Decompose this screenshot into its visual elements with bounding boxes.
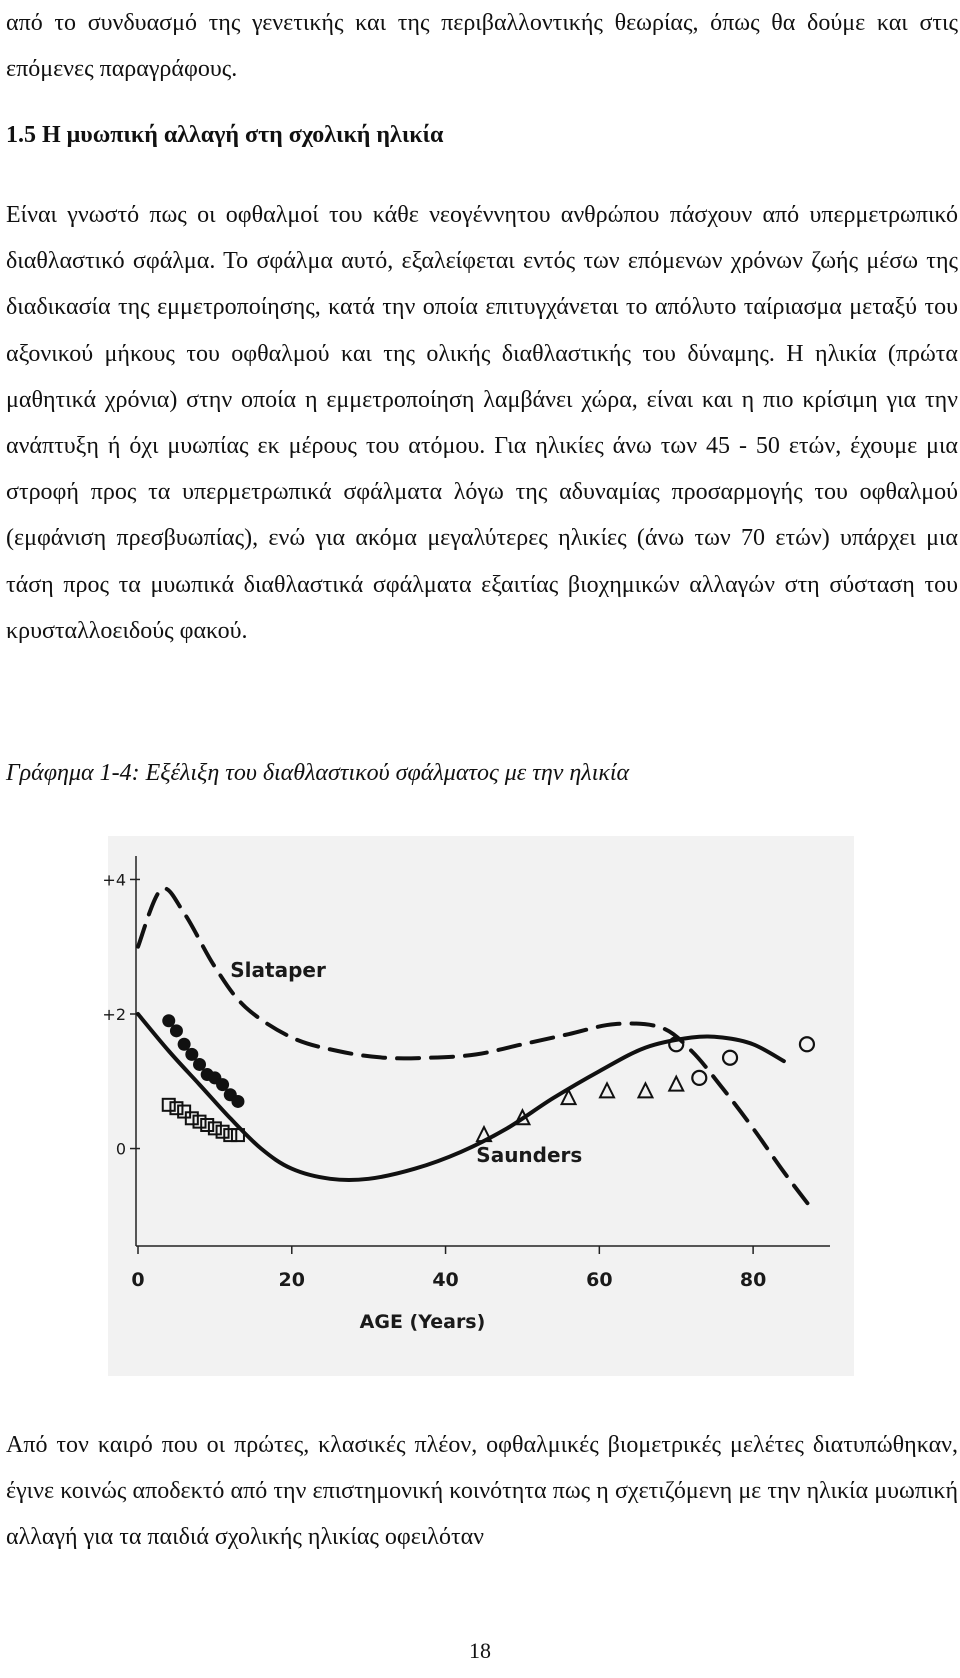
- y-tick-label: +2: [102, 1005, 126, 1024]
- x-tick-label: 0: [131, 1269, 145, 1291]
- data-point-square: [209, 1122, 221, 1134]
- series-slataper-label: Slataper: [230, 958, 326, 982]
- x-tick-label: 80: [739, 1269, 767, 1291]
- y-tick-label: +4: [102, 870, 126, 890]
- figure-caption: Γράφημα 1-4: Εξέλιξη του διαθλαστικού σφάλματος με την ηλικία: [6, 760, 630, 786]
- data-point-square: [194, 1116, 206, 1128]
- data-point-square: [163, 1099, 175, 1111]
- section-heading: 1.5 Η μυωπική αλλαγή στη σχολική ηλικία: [6, 122, 444, 148]
- data-point-square: [201, 1119, 213, 1131]
- data-point-circle: [692, 1071, 706, 1085]
- main-paragraph: Είναι γνωστό πως οι οφθαλμοί του κάθε νεογέννητου ανθρώπου πάσχουν από υπερμετρωπικό διαθλαστικό σφάλμα. Το σφάλμα αυτό, εξαλείφεται εντός των επόμενων χρόνων ζωής μέσω της διαδικασία της εμμετροποίησης, κατά την οποία επιτυγχάνεται το απόλυτο ταίριασμα μεταξύ του αξονικού μήκους του οφθαλμού και της ολικής διαθλαστικής του δύναμης. Η ηλικία (πρώτα μαθητικά χρόνια) στην οποία η εμμετροποίηση λαμβάνει χώρα, είναι και η πιο κρίσιμη για την ανάπτυξη ή όχι μυωπίας εκ μέρους του ατόμου. Για ηλικίες άνω των 45 - 50 ετών, έχουμε μια στροφή προς τα υπερμετρωπικά σφάλματα λόγω της αδυναμίας προσαρμογής του οφθαλμού (εμφάνιση πρεσβυωπίας), ενώ για ακόμα μεγαλύτερες ηλικίες (άνω των 70 ετών) υπάρχει μια τάση προς τα μυωπικά διαθλαστικά σφάλματα εξαιτίας βιοχημικών αλλαγών στη σύσταση του κρυσταλλοειδούς φακού.: [6, 202, 958, 644]
- chart-svg: [102, 836, 854, 1376]
- x-axis-label: AGE (Years): [359, 1311, 486, 1333]
- data-point-dot: [170, 1024, 183, 1037]
- x-tick-label: 20: [278, 1269, 306, 1291]
- following-paragraph: Από τον καιρό που οι πρώτες, κλασικές πλέον, οφθαλμικές βιομετρικές μελέτες διατυπώθηκαν, έγινε κοινώς αποδεκτό από την επιστημονική κοινότητα πως η σχετιζόμενη με την ηλικία μυωπική αλλαγή για τα παιδιά σχολικής ηλικίας οφειλόταν: [6, 1432, 958, 1550]
- data-point-circle: [800, 1037, 814, 1051]
- data-point-triangle: [638, 1083, 652, 1097]
- continuation-paragraph: από το συνδυασμό της γενετικής και της περιβαλλοντικής θεωρίας, όπως θα δούμε και στις επόμενες παραγράφους.: [6, 10, 958, 82]
- data-point-dot: [231, 1095, 244, 1108]
- data-point-triangle: [669, 1077, 683, 1091]
- data-point-square: [217, 1126, 229, 1138]
- data-point-square: [224, 1129, 236, 1141]
- page-number: 18: [469, 1638, 491, 1663]
- data-point-square: [170, 1102, 182, 1114]
- series-saunders-label: Saunders: [476, 1143, 583, 1167]
- refraction-age-chart: [102, 836, 854, 1376]
- y-tick-label: 0: [115, 1139, 126, 1159]
- data-point-triangle: [600, 1083, 614, 1097]
- x-tick-label: 40: [432, 1269, 459, 1291]
- x-tick-label: 60: [586, 1269, 613, 1291]
- data-point-circle: [723, 1051, 737, 1065]
